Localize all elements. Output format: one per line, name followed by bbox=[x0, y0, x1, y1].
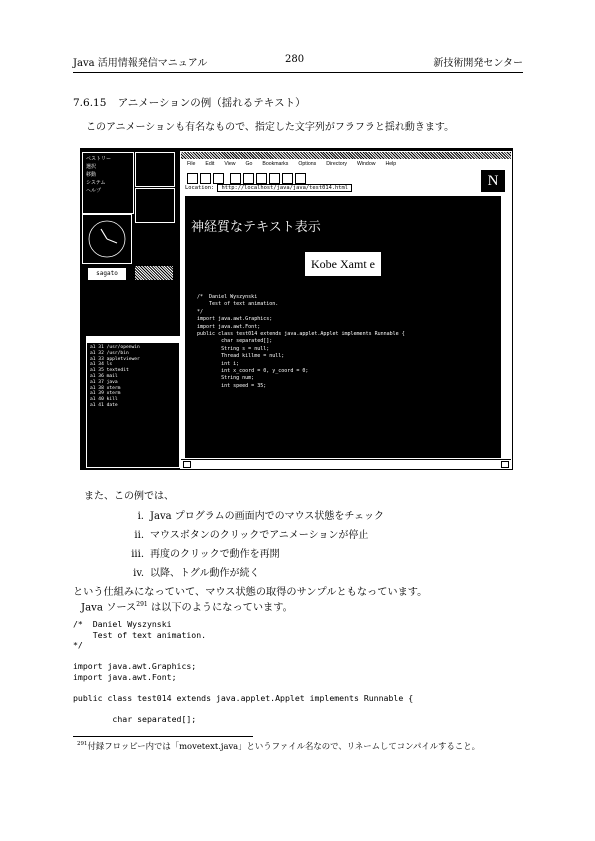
terminal-line: a1 31 /usr/openwin bbox=[90, 345, 140, 350]
list-item-text: 再度のクリックで動作を再開 bbox=[150, 549, 280, 560]
footnote bbox=[77, 740, 480, 752]
summary-line-2: Java ソース$^{291}$ は以下のようになっています。 bbox=[81, 601, 293, 614]
header-rule bbox=[73, 72, 523, 73]
source-line: */ bbox=[197, 308, 204, 315]
clock-label: sagato bbox=[88, 268, 126, 280]
terminal-line: a1 34 ls bbox=[90, 362, 113, 368]
section-heading bbox=[73, 95, 306, 110]
header-title: Java 活用情報発信マニュアル bbox=[73, 58, 208, 69]
list-item-number: iii. bbox=[131, 549, 144, 560]
footnote-mark: 291 bbox=[77, 741, 88, 748]
terminal-line: a1 38 xterm bbox=[90, 385, 121, 391]
paragraph-intro-list: また、この例では、 bbox=[84, 491, 174, 502]
source-line: char separated[]; bbox=[197, 338, 273, 345]
browser-menu-item[interactable]: Directory bbox=[326, 161, 347, 167]
page-header bbox=[73, 54, 523, 68]
source-line: import java.awt.Font; bbox=[197, 323, 261, 330]
terminal-line: a1 35 textedit bbox=[90, 368, 129, 374]
intro-text: このアニメーションも有名なもので、指定した文字列がフラフラと揺れ動きます。 bbox=[86, 122, 455, 133]
status-bar bbox=[181, 459, 511, 468]
source-line: import java.awt.Graphics; bbox=[197, 316, 273, 323]
source-line: int speed = 35; bbox=[197, 382, 267, 389]
section-number: 7.6.15 bbox=[73, 97, 107, 109]
browser-menubar bbox=[181, 159, 511, 169]
location-input[interactable]: http://localhost/java/java/test014.html bbox=[217, 184, 352, 192]
animated-text-applet[interactable]: Kobe Xamt e bbox=[305, 252, 381, 276]
terminal-line: a1 36 mail bbox=[90, 373, 118, 379]
terminal-line: a1 39 xterm bbox=[90, 391, 121, 397]
workspace-menu bbox=[82, 152, 134, 214]
terminal-line: a1 32 /usr/bin bbox=[90, 350, 129, 356]
workspace-menu-item[interactable]: 選択 bbox=[86, 164, 97, 170]
dither-bar bbox=[135, 266, 173, 280]
location-bar bbox=[181, 183, 511, 194]
summary-line-1: という仕組みになっていて、マウス状態の取得のサンプルともなっています。 bbox=[73, 587, 428, 598]
list-item bbox=[100, 545, 384, 564]
terminal-window bbox=[86, 336, 180, 468]
workspace-menu-item[interactable]: システム bbox=[86, 180, 106, 186]
footnote-text: 付録フロッピー内では「movetext.java」というファイル名なので、リネームしてコンパイルすること。 bbox=[87, 741, 480, 751]
footnote-rule bbox=[73, 736, 253, 737]
source-line: Test of text animation. bbox=[197, 301, 279, 308]
feature-list bbox=[100, 507, 384, 583]
mail-icon bbox=[501, 461, 509, 468]
source-line: public class test014 extends java.applet.Applet implements Runnable { bbox=[197, 331, 405, 338]
location-label: Location: bbox=[185, 185, 215, 191]
list-item-text: 以降、トグル動作が続く bbox=[150, 568, 260, 579]
page-number: 280 bbox=[285, 54, 305, 65]
workspace-menu-items bbox=[83, 153, 133, 197]
source-line: /* Daniel Wyszynski bbox=[197, 294, 258, 300]
browser-toolbar bbox=[181, 169, 511, 183]
browser-menu-item[interactable]: Options bbox=[298, 161, 317, 167]
browser-menu-item[interactable]: Go bbox=[245, 161, 253, 167]
page-heading: 神経質なテキスト表示 bbox=[191, 220, 321, 235]
list-item-text: Java プログラムの画面内でのマウス状態をチェック bbox=[150, 511, 385, 522]
list-item bbox=[100, 507, 384, 526]
terminal-line: a1 40 kill bbox=[90, 397, 118, 403]
workspace-menu-item[interactable]: ヘルプ bbox=[86, 188, 102, 194]
workspace-menu-item[interactable]: ペストリー bbox=[86, 156, 112, 162]
browser-menu-item[interactable]: Window bbox=[357, 161, 376, 167]
workspace-menu-item[interactable]: 移動 bbox=[86, 172, 97, 178]
source-line: int i; bbox=[197, 360, 240, 367]
footnote-ref[interactable]: 291 bbox=[136, 601, 148, 608]
icon-tile-2 bbox=[135, 188, 175, 223]
terminal-line: a1 33 appletviewer bbox=[90, 356, 140, 362]
browser-menu-item[interactable]: Edit bbox=[205, 161, 215, 167]
source-line: int x_coord = 0, y_coord = 0; bbox=[197, 368, 309, 375]
browser-menu-item[interactable]: Bookmarks bbox=[262, 161, 289, 167]
paragraph-summary bbox=[73, 587, 427, 614]
page-source-listing bbox=[197, 294, 405, 390]
terminal-line: a1 37 java bbox=[90, 379, 118, 385]
list-item bbox=[100, 526, 384, 545]
icon-tile-1 bbox=[135, 152, 175, 187]
terminal-output bbox=[87, 343, 179, 411]
source-line: Thread killme = null; bbox=[197, 353, 285, 360]
list-item-number: i. bbox=[137, 511, 144, 522]
header-org: 新技術開発センター bbox=[433, 58, 523, 69]
browser-menu-item[interactable]: File bbox=[187, 161, 196, 167]
source-line: String num; bbox=[197, 375, 255, 382]
figure-screenshot bbox=[80, 148, 513, 470]
code-listing: /* Daniel Wyszynski Test of text animation. */ import java.awt.Graphics; import java.awt.Font; public class test014 extends java.applet.Applet implements Runnable { char separated[]; bbox=[73, 619, 414, 725]
list-item-number: ii. bbox=[134, 530, 144, 541]
clock-widget bbox=[82, 214, 132, 264]
list-item-number: iv. bbox=[133, 568, 144, 579]
list-item bbox=[100, 564, 384, 583]
terminal-line: a1 41 date bbox=[90, 402, 118, 408]
browser-titlebar bbox=[181, 152, 511, 159]
section-title: アニメーションの例（揺れるテキスト） bbox=[117, 97, 306, 109]
browser-logo: N bbox=[481, 170, 505, 192]
list-item-text: マウスボタンのクリックでアニメーションが停止 bbox=[150, 530, 369, 541]
browser-content bbox=[185, 196, 501, 458]
security-icon bbox=[183, 461, 191, 468]
clock-icon bbox=[83, 215, 131, 263]
browser-window bbox=[180, 151, 512, 469]
browser-menu-item[interactable]: View bbox=[224, 161, 236, 167]
source-line: String s = null; bbox=[197, 345, 270, 352]
browser-menu-item[interactable]: Help bbox=[385, 161, 397, 167]
